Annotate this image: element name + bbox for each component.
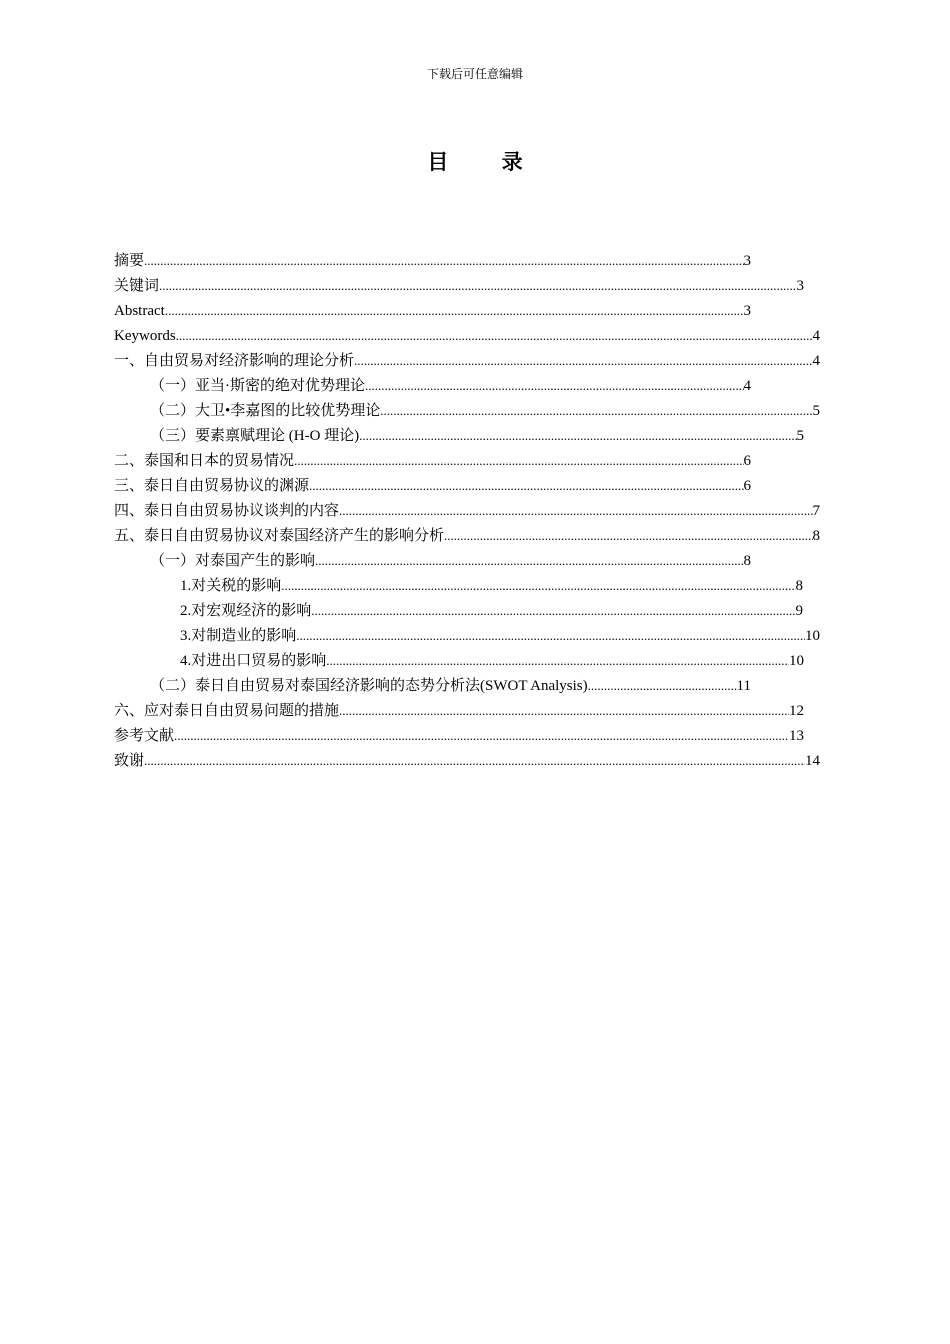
toc-leader-dots	[176, 325, 813, 347]
toc-entry[interactable]	[114, 275, 804, 297]
toc-entry-page: 7	[812, 503, 820, 519]
toc-entry[interactable]	[180, 625, 820, 647]
toc-entry-page: 14	[805, 753, 820, 769]
toc-leader-dots	[354, 350, 812, 372]
toc-entry-page: 8	[743, 553, 751, 569]
toc-entry-label: 摘要	[114, 253, 145, 269]
toc-entry-page: 6	[743, 478, 751, 494]
toc-leader-dots	[296, 625, 805, 647]
toc-leader-dots	[315, 550, 743, 572]
toc-entry[interactable]	[114, 475, 751, 497]
toc-entry-page: 9	[795, 603, 803, 619]
toc-entry[interactable]	[150, 550, 751, 572]
toc-leader-dots	[165, 300, 744, 322]
toc-entry-page: 4	[812, 353, 820, 369]
toc-entry-page: 4	[812, 328, 820, 344]
toc-entry-page: 13	[789, 728, 804, 744]
toc-entry-label: （一）对泰国产生的影响	[150, 553, 316, 569]
toc-entry[interactable]	[150, 400, 820, 422]
toc-entry[interactable]	[114, 250, 751, 272]
toc-entry[interactable]	[114, 500, 820, 522]
toc-leader-dots	[339, 500, 812, 522]
toc-entry[interactable]	[150, 425, 804, 447]
toc-entry-page: 3	[743, 303, 751, 319]
toc-entry-page: 8	[812, 528, 820, 544]
toc-entry-label: 三、泰日自由贸易协议的渊源	[114, 478, 310, 494]
toc-entry-page: 10	[805, 628, 820, 644]
toc-leader-dots	[159, 275, 796, 297]
toc-entry-label: （三）要素禀赋理论 (H-O 理论)	[150, 428, 360, 444]
toc-leader-dots	[380, 400, 812, 422]
toc-entry-label: Abstract	[114, 303, 165, 319]
toc-entry[interactable]	[114, 300, 751, 322]
toc-leader-dots	[365, 375, 744, 397]
header-note: 下载后可任意编辑	[426, 67, 523, 81]
toc-entry-page: 3	[796, 278, 804, 294]
toc-entry-label: 致谢	[114, 753, 145, 769]
toc-entry[interactable]	[114, 750, 820, 772]
toc-entry-page: 5	[812, 403, 820, 419]
toc-entry[interactable]	[150, 375, 751, 397]
toc-entry-label: （二）大卫•李嘉图的比较优势理论	[150, 403, 381, 419]
toc-entry-page: 10	[789, 653, 804, 669]
toc-leader-dots	[359, 425, 796, 447]
toc-entry-label: （一）亚当·斯密的绝对优势理论	[150, 378, 365, 394]
toc-entry-page: 6	[743, 453, 751, 469]
toc-leader-dots	[144, 750, 805, 772]
toc-leader-dots	[281, 575, 795, 597]
toc-leader-dots	[326, 650, 789, 672]
toc-entry[interactable]	[180, 575, 803, 597]
toc-entry-label: 1.对关税的影响	[180, 578, 282, 594]
toc-leader-dots	[144, 250, 743, 272]
toc-entry[interactable]	[114, 525, 820, 547]
toc-entry[interactable]	[114, 725, 804, 747]
toc-entry-label: 3.对制造业的影响	[180, 628, 297, 644]
toc-leader-dots	[588, 675, 737, 697]
toc-leader-dots	[311, 600, 795, 622]
toc-entry-page: 11	[736, 678, 751, 694]
toc-entry-page: 4	[743, 378, 751, 394]
toc-entry[interactable]	[114, 700, 804, 722]
toc-entry-label: Keywords	[114, 328, 176, 344]
toc-entry[interactable]	[150, 675, 751, 697]
toc-entry-page: 12	[789, 703, 804, 719]
toc-leader-dots	[444, 525, 812, 547]
toc-entry-page: 5	[796, 428, 804, 444]
page-title: 目 录	[427, 150, 547, 174]
toc-entry[interactable]	[114, 325, 820, 347]
toc-entry-label: 2.对宏观经济的影响	[180, 603, 312, 619]
toc-entry-page: 8	[795, 578, 803, 594]
toc-entry[interactable]	[180, 650, 804, 672]
toc-leader-dots	[174, 725, 789, 747]
toc-entry-label: 一、自由贸易对经济影响的理论分析	[114, 353, 355, 369]
toc-leader-dots	[339, 700, 789, 722]
toc-entry[interactable]	[114, 350, 820, 372]
toc-leader-dots	[309, 475, 743, 497]
toc-entry[interactable]	[180, 600, 803, 622]
toc-entry-page: 3	[743, 253, 751, 269]
toc-entry-label: 4.对进出口贸易的影响	[180, 653, 327, 669]
toc-entry-label: 二、泰国和日本的贸易情况	[114, 453, 295, 469]
toc-entry-label: （二）泰日自由贸易对泰国经济影响的态势分析法(SWOT Analysis)	[150, 678, 588, 694]
toc-leader-dots	[294, 450, 743, 472]
toc-entry-label: 五、泰日自由贸易协议对泰国经济产生的影响分析	[114, 528, 445, 544]
toc-entry-label: 六、应对泰日自由贸易问题的措施	[114, 703, 340, 719]
toc-entry-label: 参考文献	[114, 728, 175, 744]
toc-entry-label: 四、泰日自由贸易协议谈判的内容	[114, 503, 340, 519]
toc-entry[interactable]	[114, 450, 751, 472]
toc-entry-label: 关键词	[114, 278, 160, 294]
